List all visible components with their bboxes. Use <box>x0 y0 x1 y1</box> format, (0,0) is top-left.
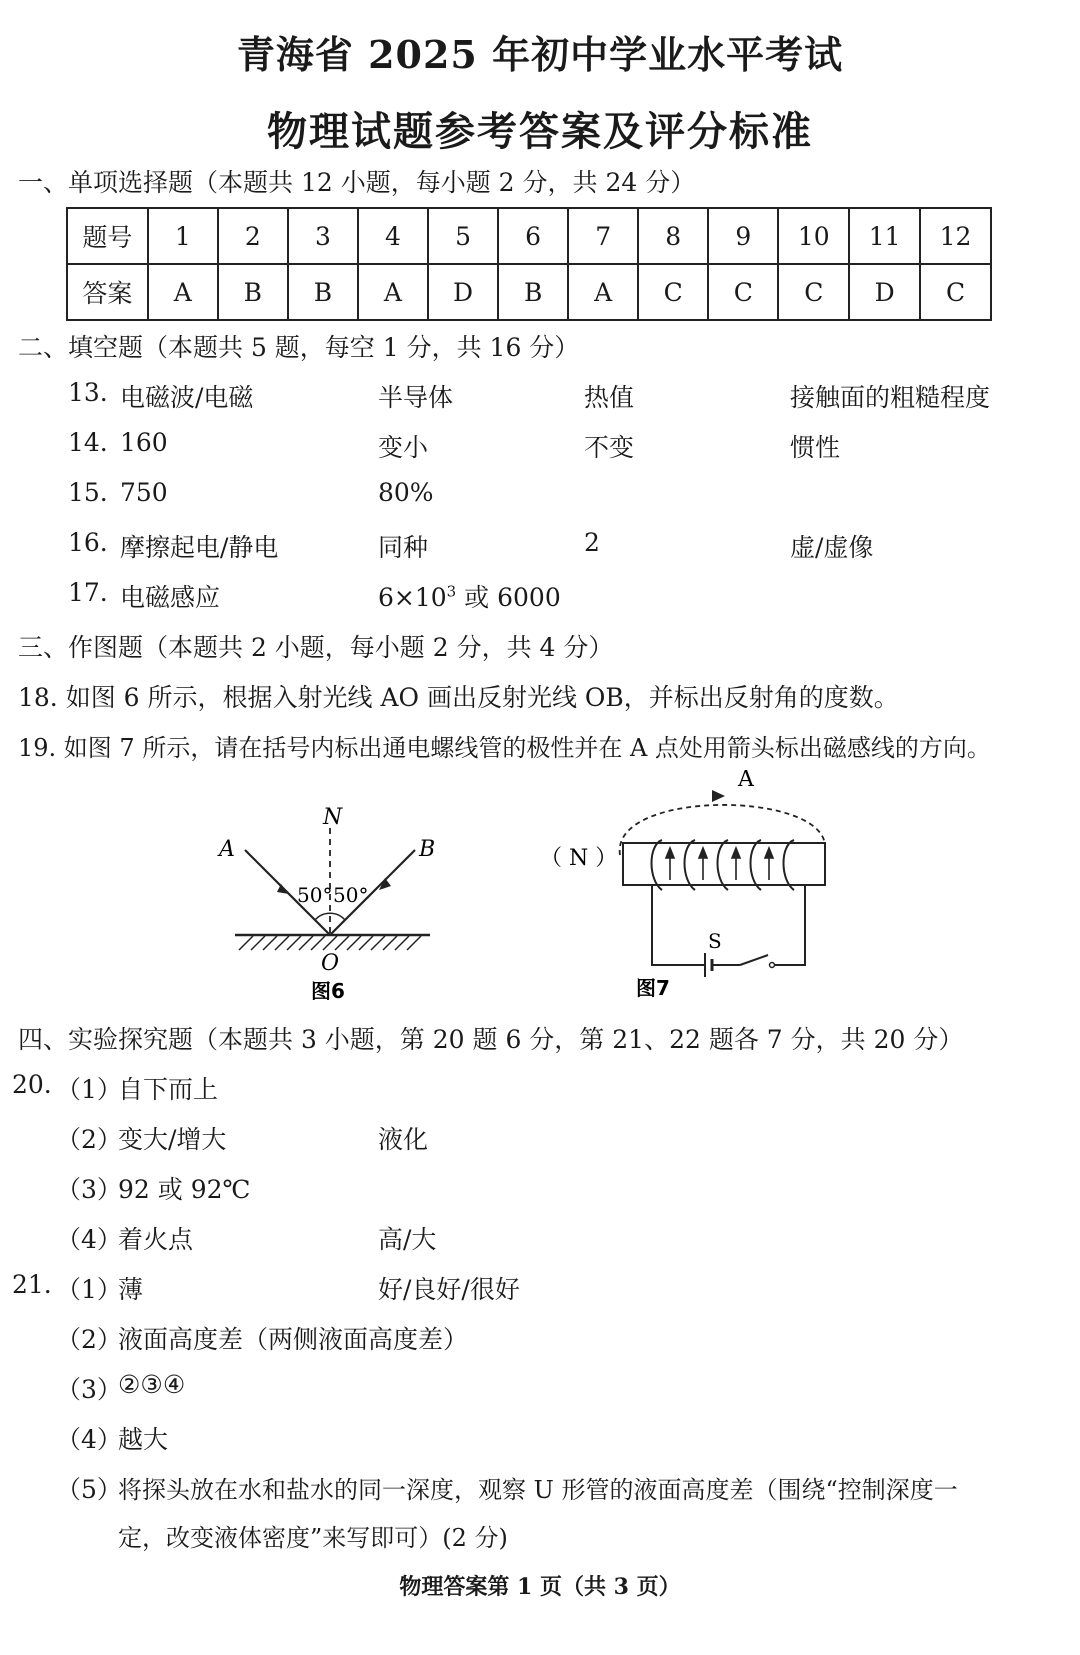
q14-number: 14. <box>68 428 108 457</box>
q15-answer-a: 750 <box>120 478 168 507</box>
label-B: B <box>419 837 436 862</box>
q15-answer-b: 80% <box>378 478 434 507</box>
q21-p1-answer-b: 好/良好/很好 <box>378 1275 520 1304</box>
q20-p4-answer-b: 高/大 <box>378 1225 437 1254</box>
table-cell: C <box>638 264 708 320</box>
q21-part-number: （4） <box>56 1425 122 1454</box>
q20-number: 20. <box>12 1070 52 1099</box>
q21-p5-answer: 将探头放在水和盐水的同一深度，观察 U 形管的液面高度差（围绕“控制深度一 <box>118 1476 958 1504</box>
q13-answer-a: 电磁波/电磁 <box>120 383 254 412</box>
q13-answer-b: 半导体 <box>378 383 454 412</box>
row-label-question: 题号 <box>67 208 148 264</box>
table-cell: 9 <box>708 208 778 264</box>
angle-reflection-label: 50° <box>333 883 369 907</box>
table-cell: 7 <box>568 208 638 264</box>
section2-heading: 二、填空题（本题共 5 题，每空 1 分，共 16 分） <box>18 333 580 362</box>
pole-label: （ N ） <box>540 846 618 871</box>
circuit-wire-left <box>652 885 705 965</box>
table-cell: C <box>708 264 778 320</box>
q20-part-number: （4） <box>56 1225 122 1254</box>
q14-answer-a: 160 <box>120 428 168 457</box>
q13-number: 13. <box>68 378 108 407</box>
q20-part-number: （1） <box>56 1075 122 1104</box>
solenoid-coils <box>652 840 795 890</box>
q14-answer-d: 惯性 <box>790 433 841 462</box>
q16-number: 16. <box>68 528 108 557</box>
q16-answer-b: 同种 <box>378 533 429 562</box>
figure-6-reflection-diagram <box>215 800 445 1000</box>
q21-number: 21. <box>12 1270 52 1299</box>
q20-p4-answer-a: 着火点 <box>118 1225 194 1254</box>
q16-answer-a: 摩擦起电/静电 <box>120 533 279 562</box>
q14-answer-c: 不变 <box>584 433 635 462</box>
q21-part-number: （5） <box>56 1475 122 1504</box>
circuit-wire-right <box>775 885 805 965</box>
label-O: O <box>321 951 340 976</box>
q17-b-base: 6×10 <box>378 583 447 612</box>
q20-part-number: （2） <box>56 1125 122 1154</box>
table-row <box>67 208 991 264</box>
table-cell: 2 <box>218 208 288 264</box>
page-subtitle: 物理试题参考答案及评分标准 <box>267 108 813 155</box>
q21-p5-answer-continued: 定，改变液体密度”来写即可）(2 分) <box>118 1524 508 1552</box>
field-direction-arrow-icon <box>712 790 725 802</box>
label-A: A <box>219 837 235 862</box>
table-cell: 8 <box>638 208 708 264</box>
table-row <box>67 264 991 320</box>
page-footer: 物理答案第 1 页（共 3 页） <box>399 1574 681 1600</box>
section4-heading: 四、实验探究题（本题共 3 小题，第 20 题 6 分，第 21、22 题各 7 分，共 20 分） <box>18 1025 964 1054</box>
q21-part-number: （3） <box>56 1375 122 1404</box>
q21-p4-answer: 越大 <box>118 1425 169 1454</box>
label-A: A <box>738 770 754 792</box>
q17-number: 17. <box>68 578 108 607</box>
table-cell: 4 <box>358 208 428 264</box>
q19-text: 19. 如图 7 所示，请在括号内标出通电螺线管的极性并在 A 点处用箭头标出磁感线的方向。 <box>18 734 991 762</box>
switch-contact <box>770 963 775 968</box>
q20-p1-answer: 自下而上 <box>118 1075 219 1104</box>
q20-p2-answer-b: 液化 <box>378 1125 429 1154</box>
table-cell: C <box>778 264 849 320</box>
row-label-answer: 答案 <box>67 264 148 320</box>
switch-label: S <box>708 929 722 953</box>
table-cell: 10 <box>778 208 849 264</box>
table-cell: C <box>920 264 991 320</box>
table-cell: A <box>568 264 638 320</box>
q15-number: 15. <box>68 478 108 507</box>
q21-part-number: （2） <box>56 1325 122 1354</box>
q17-answer-a: 电磁感应 <box>120 583 221 612</box>
table-cell: B <box>498 264 568 320</box>
table-cell: 1 <box>148 208 218 264</box>
q17-b-rest: 或 6000 <box>456 583 561 612</box>
q17-answer-b <box>378 578 561 614</box>
switch-lever <box>740 955 768 965</box>
q17-b-exponent: 3 <box>446 582 457 601</box>
label-N: N <box>323 805 343 830</box>
angle-incidence-label: 50° <box>297 883 333 907</box>
q20-part-number: （3） <box>56 1175 122 1204</box>
table-cell: 6 <box>498 208 568 264</box>
figure-7-caption: 图7 <box>636 976 670 1000</box>
table-cell: B <box>288 264 358 320</box>
q21-p2-answer: 液面高度差（两侧液面高度差） <box>118 1325 469 1354</box>
table-cell: D <box>428 264 498 320</box>
table-cell: D <box>849 264 920 320</box>
table-cell: 12 <box>920 208 991 264</box>
magnetic-field-line <box>620 805 825 855</box>
table-cell: 11 <box>849 208 920 264</box>
table-cell: A <box>148 264 218 320</box>
q21-part-number: （1） <box>56 1275 122 1304</box>
table-cell: A <box>358 264 428 320</box>
page-title: 青海省 2025 年初中学业水平考试 <box>236 32 844 77</box>
q21-p3-answer: ②③④ <box>118 1370 186 1399</box>
q14-answer-b: 变小 <box>378 433 429 462</box>
table-cell: 3 <box>288 208 358 264</box>
section1-heading: 一、单项选择题（本题共 12 小题，每小题 2 分，共 24 分） <box>18 168 696 197</box>
figure-6-caption: 图6 <box>311 979 345 1000</box>
q20-p3-answer: 92 或 92℃ <box>118 1175 251 1204</box>
answer-table <box>66 207 992 321</box>
mirror-hatching <box>239 936 421 950</box>
q20-p2-answer-a: 变大/增大 <box>118 1125 227 1154</box>
q16-answer-c: 2 <box>584 528 600 557</box>
q21-p1-answer-a: 薄 <box>118 1275 144 1304</box>
figure-7-solenoid-diagram <box>540 770 860 1000</box>
incident-arrow-icon <box>277 884 289 894</box>
q13-answer-d: 接触面的粗糙程度 <box>790 383 991 412</box>
table-cell: B <box>218 264 288 320</box>
q13-answer-c: 热值 <box>584 383 635 412</box>
q16-answer-d: 虚/虚像 <box>790 533 874 562</box>
section3-heading: 三、作图题（本题共 2 小题，每小题 2 分，共 4 分） <box>18 633 614 662</box>
table-cell: 5 <box>428 208 498 264</box>
q18-text: 18. 如图 6 所示，根据入射光线 AO 画出反射光线 OB，并标出反射角的度数。 <box>18 683 899 712</box>
